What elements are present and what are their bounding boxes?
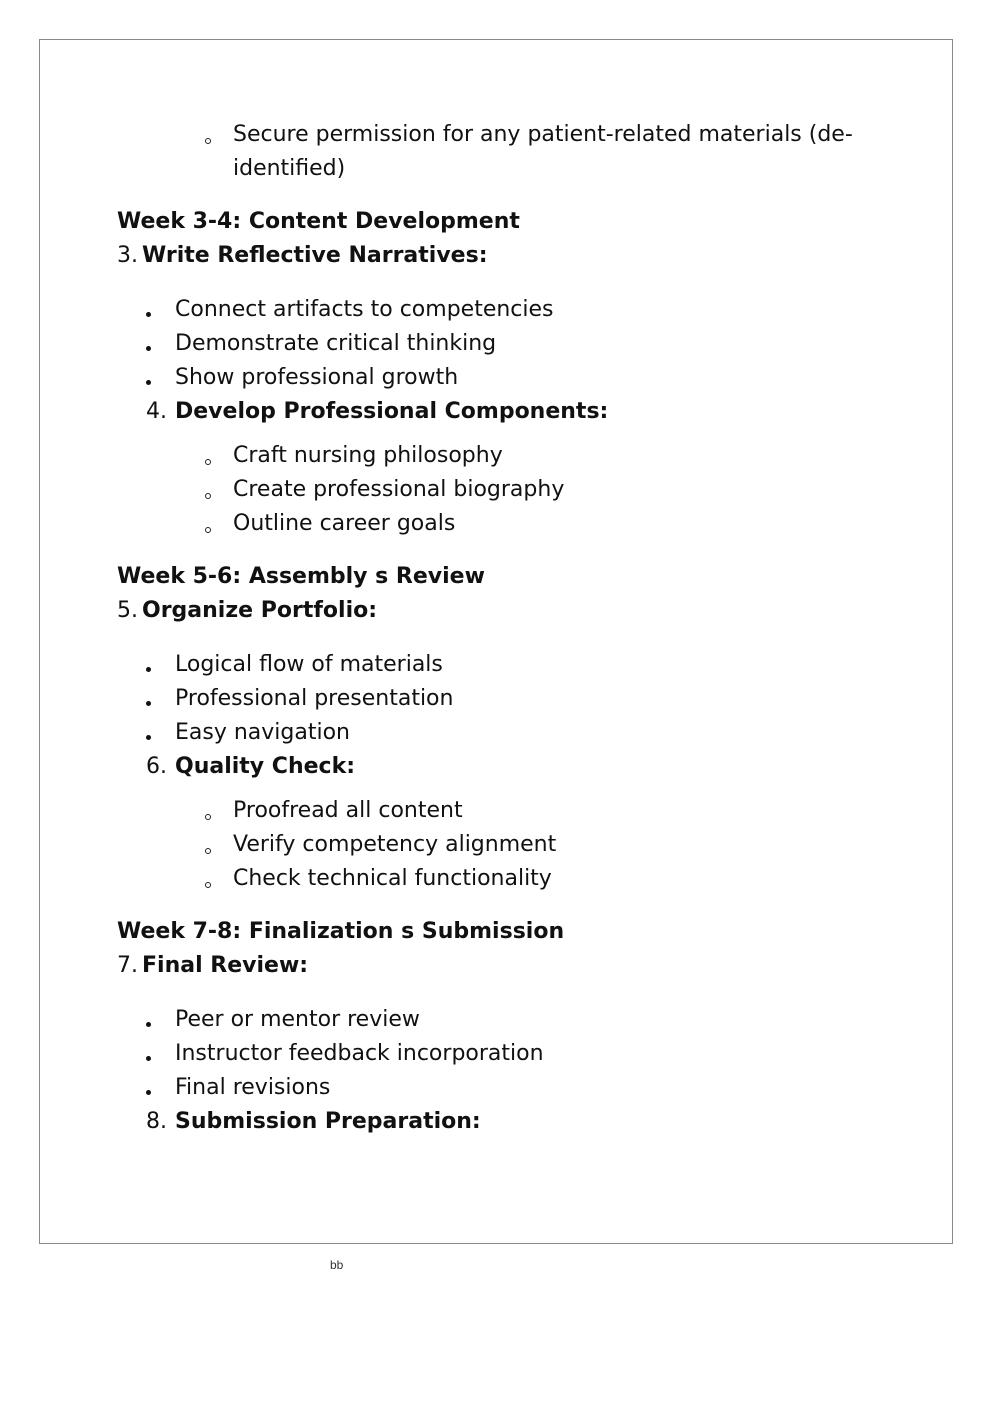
subbullet-item: Outline career goals — [233, 511, 456, 536]
hollow-bullet-icon — [205, 138, 211, 144]
bullet-item: Professional presentation — [175, 686, 454, 711]
intro-bullet-line1: Secure permission for any patient-related materials (de- — [233, 122, 853, 147]
section-heading: Week 5-6: Assembly s Review — [117, 564, 485, 589]
hollow-bullet-icon — [205, 459, 211, 465]
bullet-icon — [146, 667, 151, 672]
list-item-number: 3. — [117, 243, 138, 268]
page-footer: bb — [330, 1258, 344, 1272]
hollow-bullet-icon — [205, 493, 211, 499]
subbullet-item: Craft nursing philosophy — [233, 443, 503, 468]
list-item-title: Develop Professional Components: — [175, 399, 609, 424]
list-item-number: 4. — [146, 399, 167, 424]
bullet-icon — [146, 312, 151, 317]
list-item-number: 6. — [146, 754, 167, 779]
intro-bullet-line2: identified) — [233, 156, 346, 181]
section-heading: Week 7-8: Finalization s Submission — [117, 919, 565, 944]
bullet-item: Easy navigation — [175, 720, 351, 745]
list-item-title: Quality Check: — [175, 754, 356, 779]
hollow-bullet-icon — [205, 814, 211, 820]
bullet-icon — [146, 701, 151, 706]
hollow-bullet-icon — [205, 527, 211, 533]
list-item-title: Organize Portfolio: — [142, 598, 378, 623]
subbullet-item: Create professional biography — [233, 477, 565, 502]
bullet-item: Instructor feedback incorporation — [175, 1041, 544, 1066]
list-item-number: 8. — [146, 1109, 167, 1134]
bullet-item: Logical flow of materials — [175, 652, 443, 677]
hollow-bullet-icon — [205, 882, 211, 888]
subbullet-item: Check technical functionality — [233, 866, 552, 891]
list-item-number: 5. — [117, 598, 138, 623]
list-item-title: Submission Preparation: — [175, 1109, 481, 1134]
list-item-title: Final Review: — [142, 953, 309, 978]
bullet-item: Final revisions — [175, 1075, 331, 1100]
bullet-icon — [146, 1022, 151, 1027]
bullet-icon — [146, 380, 151, 385]
bullet-item: Show professional growth — [175, 365, 459, 390]
bullet-icon — [146, 735, 151, 740]
section-heading: Week 3-4: Content Development — [117, 209, 520, 234]
subbullet-item: Proofread all content — [233, 798, 463, 823]
bullet-item: Connect artifacts to competencies — [175, 297, 554, 322]
list-item-number: 7. — [117, 953, 138, 978]
list-item-title: Write Reflective Narratives: — [142, 243, 488, 268]
bullet-icon — [146, 1090, 151, 1095]
bullet-icon — [146, 1056, 151, 1061]
hollow-bullet-icon — [205, 848, 211, 854]
bullet-item: Demonstrate critical thinking — [175, 331, 497, 356]
subbullet-item: Verify competency alignment — [233, 832, 557, 857]
bullet-item: Peer or mentor review — [175, 1007, 420, 1032]
bullet-icon — [146, 346, 151, 351]
